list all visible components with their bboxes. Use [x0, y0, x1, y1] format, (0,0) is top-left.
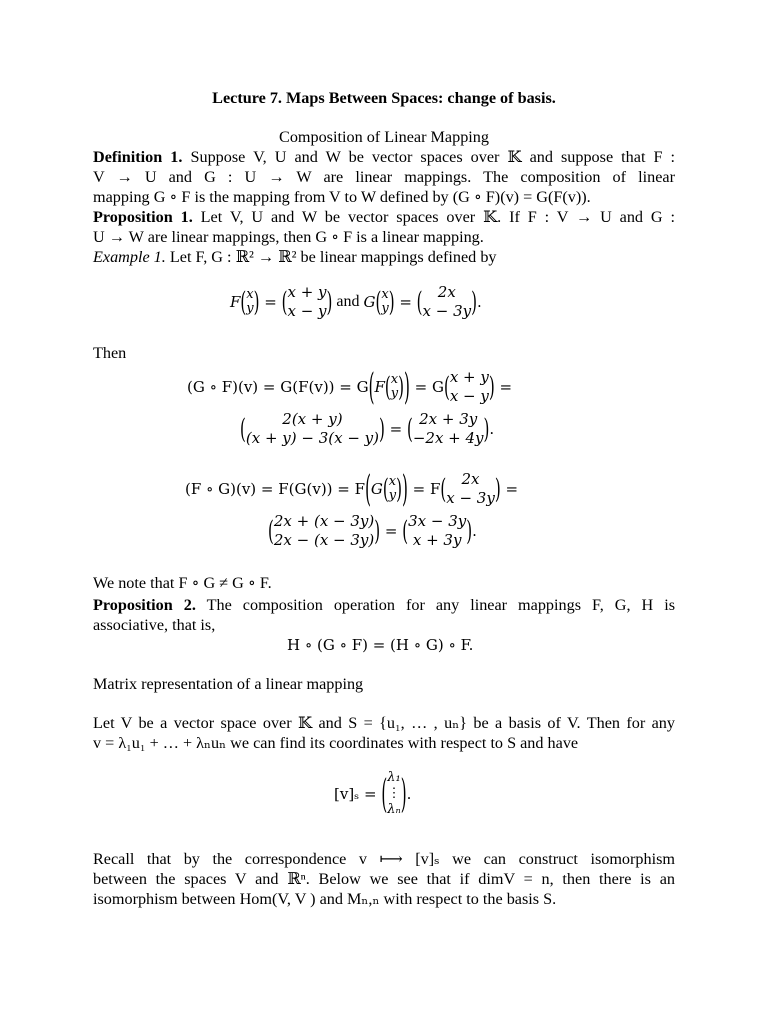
coordinate-period: .	[406, 785, 412, 803]
definition-1-line-1	[93, 147, 675, 167]
eq1-matrix-top: 2(x + y)	[282, 410, 343, 428]
eq2-matrix-bottom: 2x − (x − 3y)	[273, 531, 375, 549]
eq2-arg-x: x	[388, 474, 397, 489]
eq1-vec-bottom: x − y	[449, 387, 489, 405]
f-output-top: x + y	[287, 283, 327, 301]
equation-g-compose-f-line-2: ( 2(x + y) (x + y) − 3(x − y) ) = ( 2x + 3y −2x + 4y ) .	[240, 410, 495, 447]
coordinate-dots: ⋮	[387, 786, 401, 801]
eq1-result-top: 2x + 3y	[419, 410, 478, 428]
eq2-result-top: 3x − 3y	[408, 512, 467, 530]
f-symbol: F	[230, 293, 241, 311]
definition-1-line-2: V → U and G : U → W are linear mappings. The composition of linear	[93, 168, 675, 186]
eq2-inner-g: G	[370, 480, 383, 498]
associativity-formula: H ∘ (G ∘ F) = (H ∘ G) ∘ F.	[287, 636, 474, 654]
eq2-arg-y: y	[388, 488, 397, 503]
isomorphism-paragraph-line-1: Recall that by the correspondence v ⟼ [v]ₛ we can construct isomorphism	[93, 850, 675, 868]
proposition-1-line-2: U → W are linear mappings, then G ∘ F is a linear mapping.	[93, 228, 484, 246]
g-arg-x: x	[381, 287, 389, 302]
mapping-definitions: F ( x y ) = ( x + y x − y ) and G ( x y ) = ( 2x x − 3y ) .	[230, 283, 482, 320]
eq2-vec-bottom: x − 3y	[446, 489, 495, 507]
lecture-title: Lecture 7. Maps Between Spaces: change of basis.	[212, 89, 556, 107]
eq1-end: =	[499, 378, 513, 396]
proposition-1-label: Proposition 1.	[93, 208, 193, 226]
eq1-vec-top: x + y	[449, 368, 489, 386]
section-heading-composition: Composition of Linear Mapping	[279, 128, 489, 146]
basis-paragraph-line-2: v = λ₁u₁ + … + λₙuₙ we can find its coordinates with respect to S and have	[93, 734, 579, 752]
definition-1-text-1: Suppose V, U and W be vector spaces over 𝕂 and suppose that F :	[190, 148, 676, 166]
then-label: Then	[93, 344, 127, 362]
g-arg-y: y	[381, 301, 389, 316]
proposition-2-label: Proposition 2.	[93, 596, 196, 614]
proposition-2-line-1	[93, 595, 675, 615]
f-arg-y: y	[246, 301, 254, 316]
eq2-left: (F ∘ G)(v) = F(G(v)) = F	[185, 480, 366, 498]
equation-g-compose-f-line-1: (G ∘ F)(v) = G(F(v)) = G ( F ( x y ) ) = G ( x + y x − y ) =	[187, 365, 513, 409]
eq2-mid: = F	[412, 480, 441, 498]
isomorphism-paragraph-line-2: between the spaces V and ℝⁿ. Below we see that if dimV = n, then there is an	[93, 870, 675, 888]
proposition-1-text-1: Let V, U and W be vector spaces over 𝕂. If F : V → U and G :	[200, 208, 675, 226]
eq1-inner-f: F	[374, 378, 385, 396]
proposition-1-line-1	[93, 207, 675, 227]
coordinate-lhs: [v]ₛ =	[334, 785, 377, 803]
eq1-matrix-bottom: (x + y) − 3(x − y)	[245, 429, 379, 447]
example-1-label: Example 1.	[93, 248, 166, 266]
g-symbol: G	[363, 293, 376, 311]
equation-f-compose-g-line-2: ( 2x + (x − 3y) 2x − (x − 3y) ) = ( 3x − 3y x + 3y ) .	[268, 512, 477, 549]
g-output-bottom: x − 3y	[422, 302, 472, 320]
noncommutative-note: We note that F ∘ G ≠ G ∘ F.	[93, 574, 272, 592]
equation-f-compose-g-line-1: (F ∘ G)(v) = F(G(v)) = F ( G ( x y ) ) = F ( 2x x − 3y ) =	[185, 467, 519, 511]
eq1-arg-x: x	[390, 372, 399, 387]
f-output-bottom: x − y	[287, 302, 327, 320]
proposition-2-text-1: The composition operation for any linear mappings F, G, H is	[206, 596, 675, 614]
example-1-text: Let F, G : ℝ² → ℝ² be linear mappings defined by	[169, 248, 497, 266]
definition-1-label: Definition 1.	[93, 148, 183, 166]
section-heading-matrix-representation: Matrix representation of a linear mapping	[93, 675, 364, 693]
proposition-2-line-2: associative, that is,	[93, 616, 216, 634]
coordinate-vector-equation: [v]ₛ = ( λ₁ ⋮ λₙ ) .	[334, 770, 412, 818]
eq1-arg-y: y	[390, 386, 399, 401]
eq1-mid: = G	[414, 378, 444, 396]
eq2-result-bottom: x + 3y	[412, 531, 462, 549]
eq2-vec-top: 2x	[461, 470, 480, 488]
and-word: and	[336, 293, 360, 310]
basis-paragraph-line-1: Let V be a vector space over 𝕂 and S = {u₁, … , uₙ} be a basis of V. Then for any	[93, 714, 675, 732]
eq2-end: =	[505, 480, 519, 498]
definition-1-line-3: mapping G ∘ F is the mapping from V to W defined by (G ∘ F)(v) = G(F(v)).	[93, 188, 591, 206]
eq2-matrix-top: 2x + (x − 3y)	[273, 512, 375, 530]
isomorphism-paragraph-line-3: isomorphism between Hom(V, V ) and Mₙ,ₙ with respect to the basis S.	[93, 890, 557, 908]
coordinate-bottom: λₙ	[387, 802, 401, 817]
eq1-result-bottom: −2x + 4y	[412, 429, 484, 447]
eq1-left: (G ∘ F)(v) = G(F(v)) = G	[187, 378, 369, 396]
f-arg-x: x	[246, 287, 254, 302]
coordinate-top: λ₁	[387, 770, 401, 785]
g-output-top: 2x	[437, 283, 456, 301]
example-1-line	[93, 247, 675, 267]
